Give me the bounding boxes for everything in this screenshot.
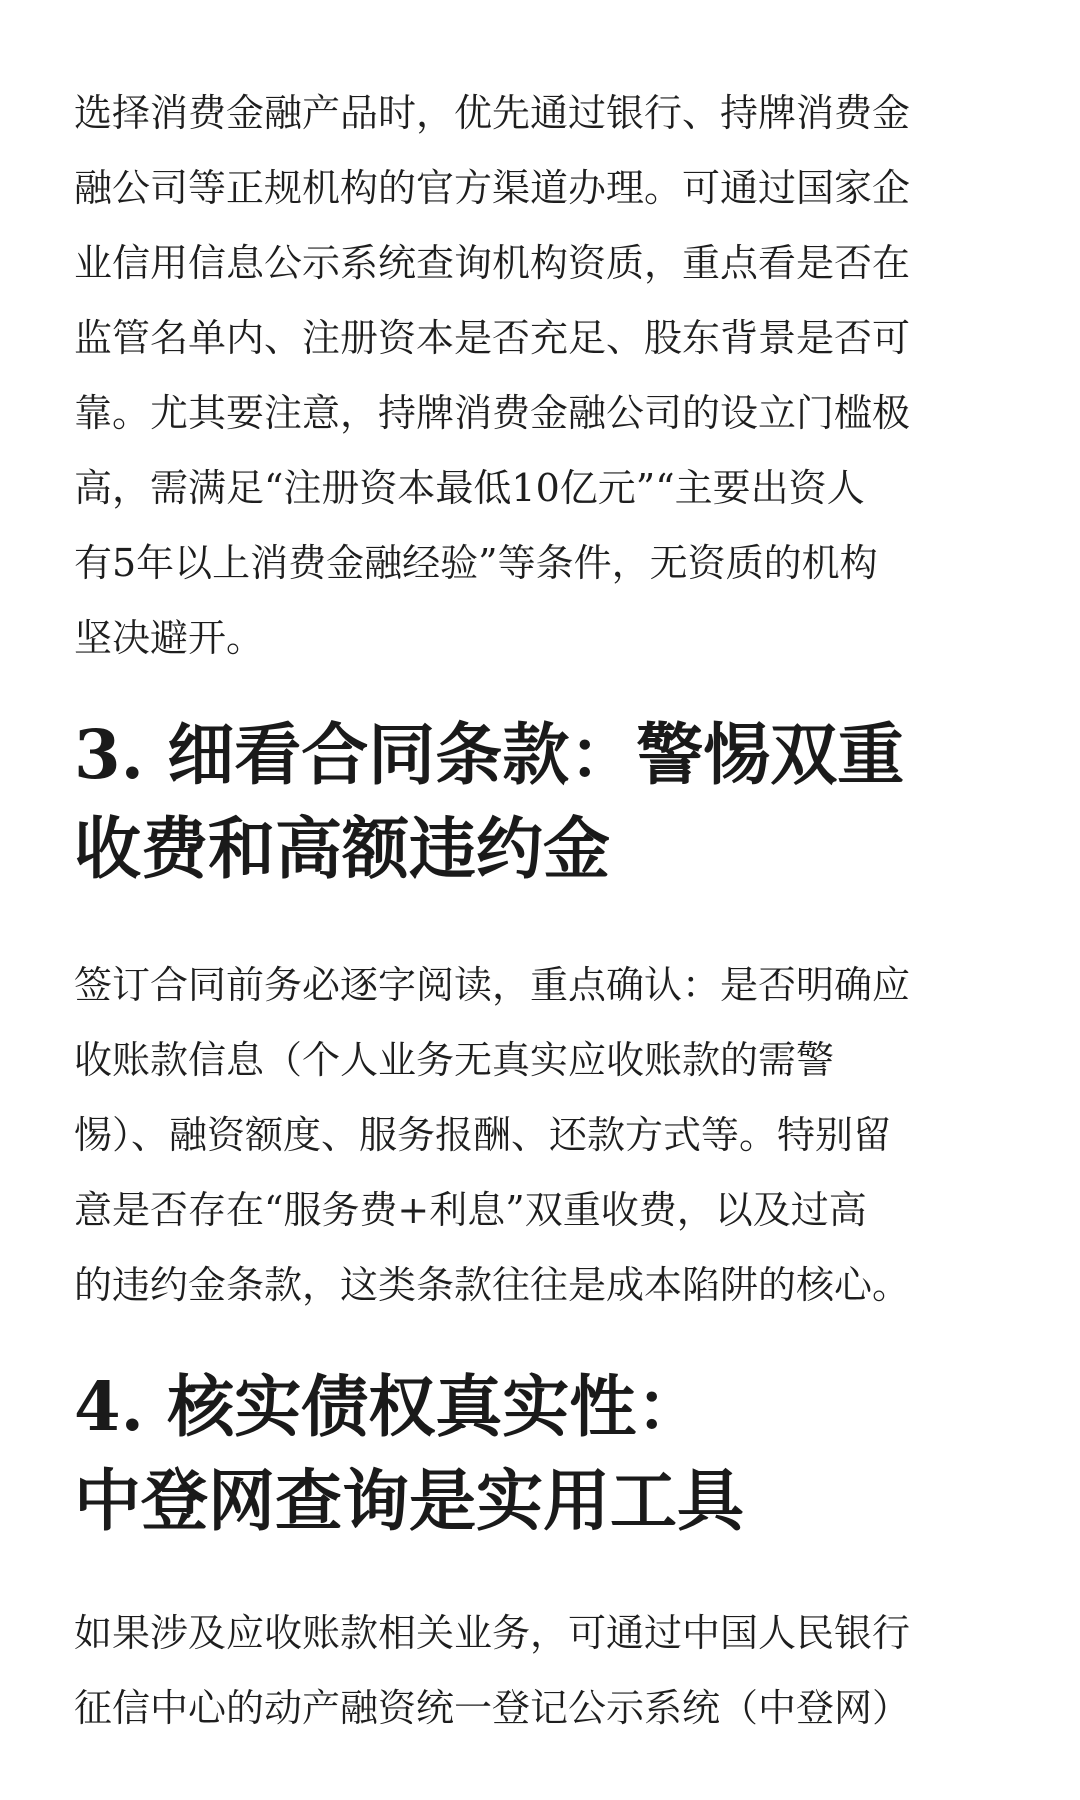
paragraph-read-contract xyxy=(74,948,1014,1323)
paragraph-line: 坚决避开。 xyxy=(74,616,265,660)
paragraph-line: 监管名单内、注册资本是否充足、股东背景是否可 xyxy=(74,316,911,360)
paragraph-zhongdeng-query xyxy=(74,1596,1014,1746)
paragraph-line: 的违约金条款，这类条款往往是成本陷阱的核心。 xyxy=(74,1263,911,1307)
heading-line: 3. 细看合同条款：警惕双重 xyxy=(74,715,905,794)
heading-line: 4. 核实债权真实性： xyxy=(74,1367,704,1446)
paragraph-line: 征信中心的动产融资统一登记公示系统（中登网） xyxy=(74,1686,911,1730)
paragraph-line: 收账款信息（个人业务无真实应收账款的需警 xyxy=(74,1038,835,1082)
paragraph-line: 选择消费金融产品时，优先通过银行、持牌消费金 xyxy=(74,91,911,135)
paragraph-line: 有5年以上消费金融经验”等条件，无资质的机构 xyxy=(74,541,878,585)
paragraph-line: 高，需满足“注册资本最低10亿元”“主要出资人 xyxy=(74,466,865,510)
paragraph-choose-licensed-institutions xyxy=(74,76,1014,676)
paragraph-line: 意是否存在“服务费+利息”双重收费，以及过高 xyxy=(74,1188,867,1232)
paragraph-line: 业信用信息公示系统查询机构资质，重点看是否在 xyxy=(74,241,911,285)
paragraph-line: 如果涉及应收账款相关业务，可通过中国人民银行 xyxy=(74,1611,911,1655)
paragraph-line: 融公司等正规机构的官方渠道办理。可通过国家企 xyxy=(74,166,911,210)
paragraph-line: 签订合同前务必逐字阅读，重点确认：是否明确应 xyxy=(74,963,911,1007)
section-heading-verify-claims xyxy=(74,1360,1014,1548)
heading-line: 收费和高额违约金 xyxy=(74,809,610,888)
section-heading-contract-terms xyxy=(74,708,1014,896)
paragraph-line: 惕）、融资额度、服务报酬、还款方式等。特别留 xyxy=(74,1113,892,1157)
paragraph-line: 靠。尤其要注意，持牌消费金融公司的设立门槛极 xyxy=(74,391,911,435)
heading-line: 中登网查询是实用工具 xyxy=(74,1461,744,1540)
